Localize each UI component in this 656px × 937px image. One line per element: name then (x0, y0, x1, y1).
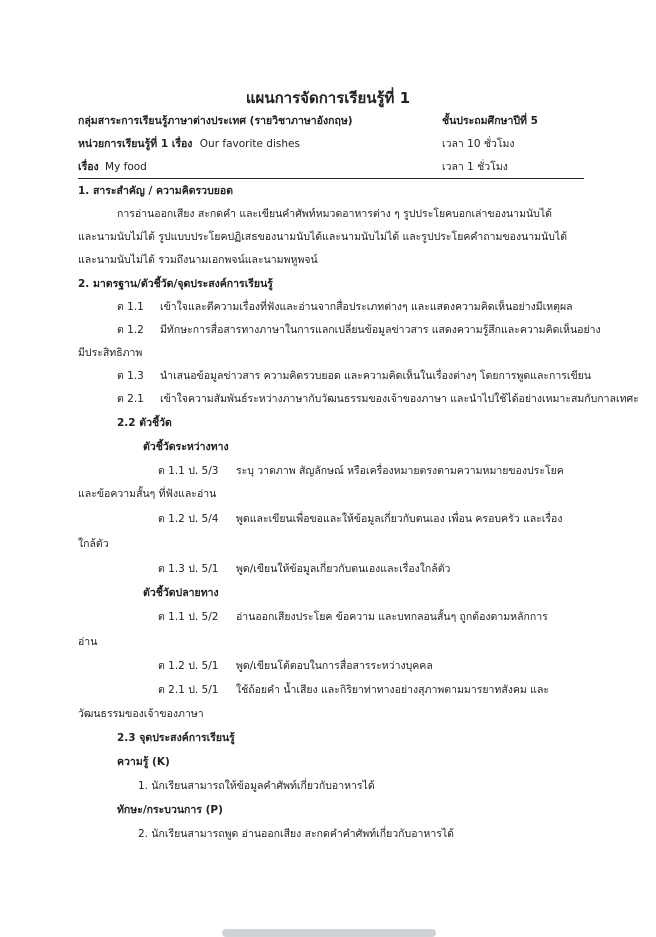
unit-row (78, 137, 300, 151)
standard-text: เข้าใจความสัมพันธ์ระหว่างภาษากับวัฒนธรรมของเจ้าของภาษา และนำไปใช้ได้อย่างเหมาะสมกับกาลเทศะ (160, 393, 639, 405)
final-indicators-heading: ตัวชี้วัดปลายทาง (143, 587, 219, 599)
section1-line: และนามนับไม่ได้ รวมถึงนามเอกพจน์และนามพหูพจน์ (78, 254, 318, 266)
objectives-heading: 2.3 จุดประสงค์การเรียนรู้ (117, 732, 235, 744)
topic-time: เวลา 1 ชั่วโมง (442, 161, 508, 173)
header-divider (78, 178, 584, 179)
indicator-code: ต 1.2 ป. 5/4 (158, 513, 219, 525)
standard-text: มีทักษะการสื่อสารทางภาษาในการแลกเปลี่ยนข้อมูลข่าวสาร แสดงความรู้สึกและความคิดเห็นอย่าง (160, 324, 601, 336)
indicator-code: ต 1.2 ป. 5/1 (158, 660, 219, 672)
process-heading: ทักษะ/กระบวนการ (P) (117, 804, 223, 816)
interim-indicators-heading: ตัวชี้วัดระหว่างทาง (143, 441, 229, 453)
indicator-text: พูด/เขียนโต้ตอบในการสื่อสารระหว่างบุคคล (236, 660, 433, 672)
standard-code: ต 1.2 (117, 324, 144, 336)
section1-line: และนามนับไม่ได้ รูปแบบประโยคปฏิเสธของนามนับได้และนามนับไม่ได้ และรูปประโยคคำถามของนามนับได้ (78, 231, 568, 243)
topic-label: เรื่อง (78, 161, 99, 173)
indicator-text-cont: และข้อความสั้นๆ ที่ฟังและอ่าน (78, 488, 217, 500)
standard-code: ต 2.1 (117, 393, 144, 405)
section2-heading: 2. มาตรฐาน/ตัวชี้วัด/จุดประสงค์การเรียนรู้ (78, 278, 273, 290)
subject-group-label: กลุ่มสาระการเรียนรู้ภาษาต่างประเทศ (รายวิชาภาษาอังกฤษ) (78, 115, 353, 127)
topic-name: My food (105, 161, 147, 173)
standard-text-cont: มีประสิทธิภาพ (78, 347, 143, 359)
indicator-code: ต 1.3 ป. 5/1 (158, 563, 219, 575)
unit-time: เวลา 10 ชั่วโมง (442, 138, 515, 150)
process-item: 2. นักเรียนสามารถพูด อ่านออกเสียง สะกดคำคำศัพท์เกี่ยวกับอาหารได้ (138, 828, 454, 840)
section1-line: การอ่านออกเสียง สะกดคำ และเขียนคำศัพท์หมวดอาหารต่าง ๆ รูปประโยคบอกเล่าของนามนับได้ (117, 208, 552, 220)
standard-text: นำเสนอข้อมูลข่าวสาร ความคิดรวบยอด และความคิดเห็นในเรื่องต่างๆ โดยการพูดและการเขียน (160, 370, 592, 382)
indicator-code: ต 1.1 ป. 5/2 (158, 611, 219, 623)
page-scroll-handle[interactable] (222, 929, 436, 937)
grade-label: ชั้นประถมศึกษาปีที่ 5 (442, 115, 538, 127)
subsection-indicators-heading: 2.2 ตัวชี้วัด (117, 417, 172, 429)
indicator-text-cont: วัฒนธรรมของเจ้าของภาษา (78, 708, 204, 720)
indicator-text-cont: ใกล้ตัว (78, 538, 109, 550)
knowledge-heading: ความรู้ (K) (117, 756, 170, 768)
section1-heading: 1. สาระสำคัญ / ความคิดรวบยอด (78, 185, 234, 197)
unit-topic: Our favorite dishes (199, 138, 300, 150)
page-title: แผนการจัดการเรียนรู้ที่ 1 (245, 89, 411, 107)
indicator-code: ต 1.1 ป. 5/3 (158, 465, 219, 477)
knowledge-item: 1. นักเรียนสามารถให้ข้อมูลคำศัพท์เกี่ยวกับอาหารได้ (138, 780, 375, 792)
indicator-code: ต 2.1 ป. 5/1 (158, 684, 219, 696)
indicator-text: พูด/เขียนให้ข้อมูลเกี่ยวกับตนเองและเรื่องใกล้ตัว (236, 563, 451, 575)
indicator-text: ใช้ถ้อยคำ น้ำเสียง และกิริยาท่าทางอย่างสุภาพตามมารยาทสังคม และ (236, 684, 550, 696)
standard-code: ต 1.3 (117, 370, 144, 382)
indicator-text: ระบุ วาดภาพ สัญลักษณ์ หรือเครื่องหมายตรงตามความหมายของประโยค (236, 465, 564, 477)
standard-code: ต 1.1 (117, 301, 144, 313)
indicator-text: พูดและเขียนเพื่อขอและให้ข้อมูลเกี่ยวกับตนเอง เพื่อน ครอบครัว และเรื่อง (236, 513, 563, 525)
topic-row (78, 160, 147, 174)
indicator-text-cont: อ่าน (78, 636, 98, 648)
standard-text: เข้าใจและตีความเรื่องที่ฟังและอ่านจากสื่อประเภทต่างๆ และแสดงความคิดเห็นอย่างมีเหตุผล (160, 301, 573, 313)
unit-label: หน่วยการเรียนรู้ที่ 1 เรื่อง (78, 138, 193, 150)
indicator-text: อ่านออกเสียงประโยค ข้อความ และบทกลอนสั้นๆ ถูกต้องตามหลักการ (236, 611, 548, 623)
